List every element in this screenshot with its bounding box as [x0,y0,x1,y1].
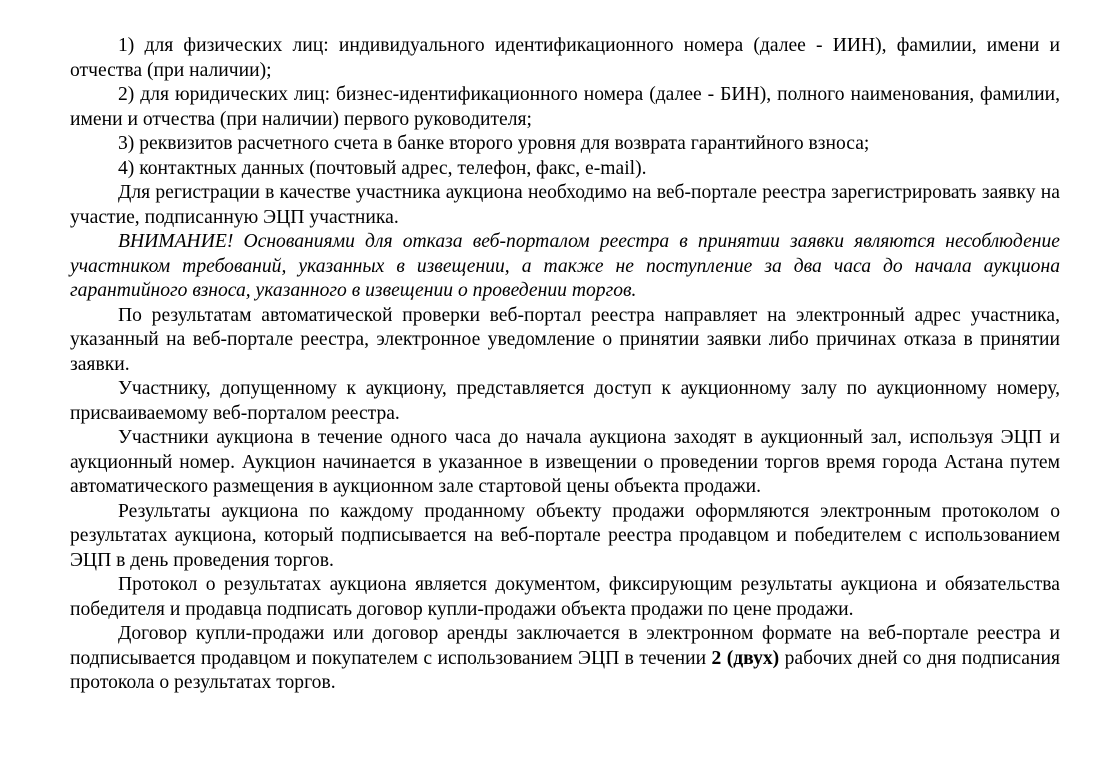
paragraph-auction-start: Участники аукциона в течение одного часа до начала аукциона заходят в аукционный зал, используя ЭЦП и аукционный номер. Аукцион начинается в указанное в извещении о проведении торгов время города Астана путем автоматического размещения в аукционном зале стартовой цены объекта продажи. [70,427,1060,497]
paragraph-legal-entities: 2) для юридических лиц: бизнес-идентификационного номера (далее - БИН), полного наименования, фамилии, имени и отчества (при наличии) первого руководителя; [70,84,1060,130]
paragraph-attention-notice: ВНИМАНИЕ! Основаниями для отказа веб-порталом реестра в принятии заявки являются несоблюдение участником требований, указанных в извещении, а также не поступление за два часа до начала аукциона гарантийного взноса, указанного в извещении о проведении торгов. [70,231,1060,301]
paragraph-auction-results: Результаты аукциона по каждому проданному объекту продажи оформляются электронным протоколом о результатах аукциона, который подписывается на веб-портале реестра продавцом и победителем с использованием ЭЦП в день проведения торгов. [70,500,1060,571]
paragraph-auction-access: Участнику, допущенному к аукциону, представляется доступ к аукционному залу по аукционному номеру, присваиваемому веб-порталом реестра. [70,378,1060,424]
document-body [70,34,1060,696]
contract-text-after: рабочих дней со дня подписания протокола о результатах торгов. [70,647,1060,693]
paragraph-protocol: Протокол о результатах аукциона является документом, фиксирующим результаты аукциона и обязательства победителя и продавца подписать договор купли-продажи объекта продажи по цене продажи. [70,574,1060,620]
contract-term-bold: 2 (двух) [711,647,780,669]
paragraph-individuals: 1) для физических лиц: индивидуального идентификационного номера (далее - ИИН), фамилии, имени и отчества (при наличии); [70,35,1060,81]
paragraph-bank-details: 3) реквизитов расчетного счета в банке второго уровня для возврата гарантийного взноса; [118,133,870,154]
contract-text-before: Договор купли-продажи или договор аренды заключается в электронном формате на веб-портале реестра и подписывается продавцом и покупателем с использованием ЭЦП в течении [70,623,1060,669]
paragraph-automatic-check: По результатам автоматической проверки веб-портал реестра направляет на электронный адрес участника, указанный на веб-портале реестра, электронное уведомление о принятии заявки либо причинах отказа в принятии заявки. [70,304,1060,375]
paragraph-contact-details: 4) контактных данных (почтовый адрес, телефон, факс, e-mail). [118,157,647,179]
paragraph-contract [70,622,1060,696]
paragraph-registration: Для регистрации в качестве участника аукциона необходимо на веб-портале реестра зарегистрировать заявку на участие, подписанную ЭЦП участника. [70,182,1060,228]
